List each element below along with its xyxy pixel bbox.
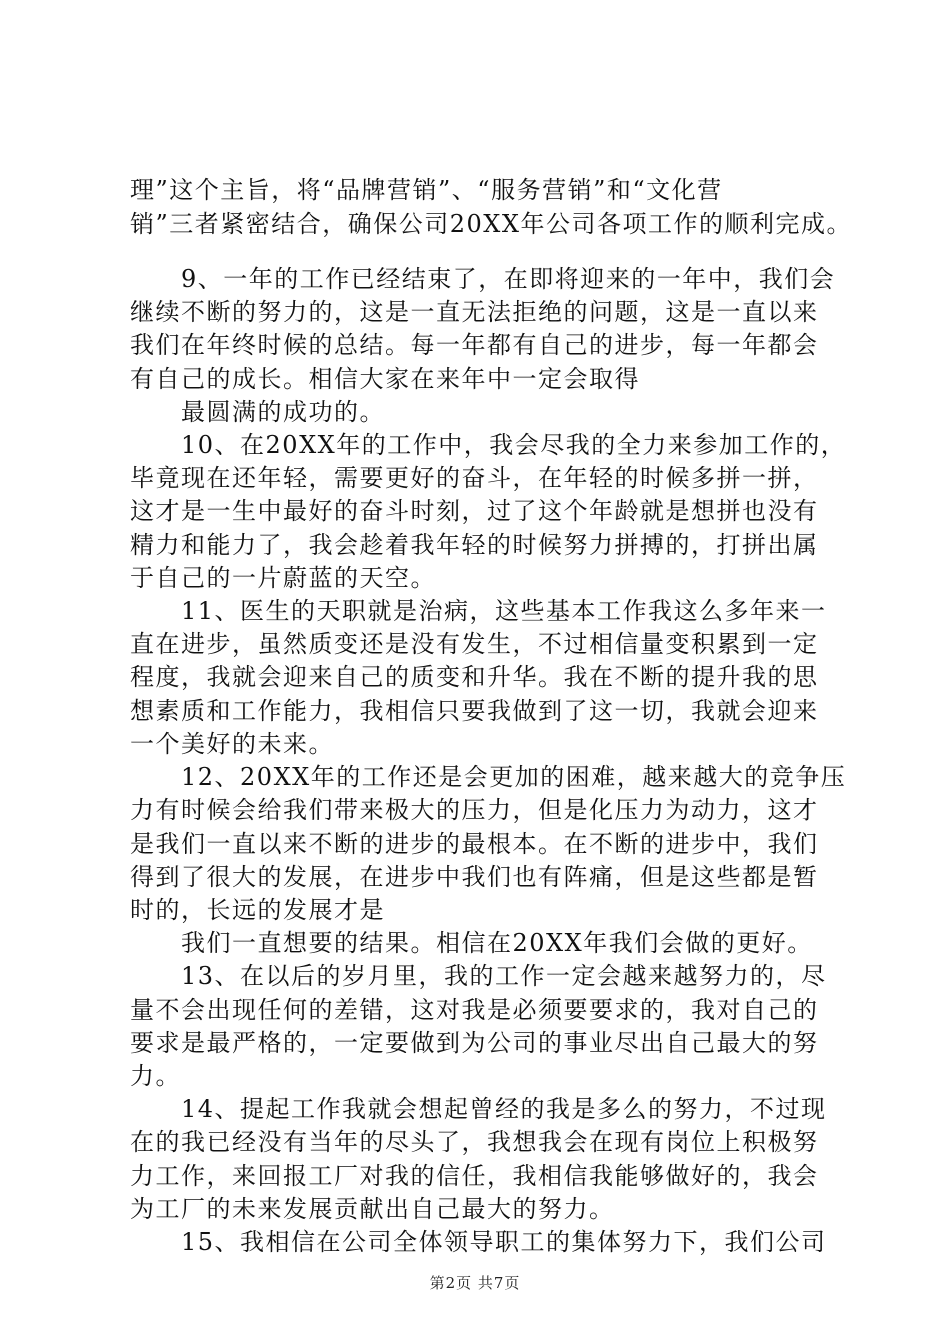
text-line: 14、提起工作我就会想起曾经的我是多么的努力，不过现 [130,1095,827,1123]
text-line: 力工作，来回报工厂对我的信任，我相信我能够做好的，我会 [130,1162,819,1190]
text-line: 我们在年终时候的总结。每一年都有自己的进步，每一年都会 [130,331,819,359]
text-line: 这才是一生中最好的奋斗时刻，过了这个年龄就是想拼也没有 [130,497,819,525]
text-line: 10、在20XX年的工作中，我会尽我的全力来参加工作的， [130,431,847,459]
text-line: 9、一年的工作已经结束了，在即将迎来的一年中，我们会 [130,265,836,293]
text-line: 理”这个主旨，将“品牌营销”、“服务营销”和“文化营 [130,176,723,204]
text-line: 销”三者紧密结合，确保公司20XX年公司各项工作的顺利完成。 [130,210,852,238]
text-line: 力。 [130,1062,181,1090]
text-line: 13、在以后的岁月里，我的工作一定会越来越努力的，尽 [130,962,827,990]
text-line: 一个美好的未来。 [130,730,334,758]
text-line: 有自己的成长。相信大家在来年中一定会取得 [130,365,640,393]
text-line: 程度，我就会迎来自己的质变和升华。我在不断的提升我的思 [130,663,819,691]
text-line: 力有时候会给我们带来极大的压力，但是化压力为动力，这才 [130,796,819,824]
text-line: 量不会出现任何的差错，这对我是必须要要求的，我对自己的 [130,996,819,1024]
text-line: 12、20XX年的工作还是会更加的困难，越来越大的竞争压 [130,763,847,791]
text-line: 我们一直想要的结果。相信在20XX年我们会做的更好。 [130,929,813,957]
text-line: 直在进步，虽然质变还是没有发生，不过相信量变积累到一定 [130,630,819,658]
text-line: 要求是最严格的，一定要做到为公司的事业尽出自己最大的努 [130,1029,819,1057]
text-line: 继续不断的努力的，这是一直无法拒绝的问题，这是一直以来 [130,298,819,326]
text-line: 精力和能力了，我会趁着我年轻的时候努力拼搏的，打拼出属 [130,531,819,559]
text-line: 想素质和工作能力，我相信只要我做到了这一切，我就会迎来 [130,697,819,725]
text-line: 毕竟现在还年轻，需要更好的奋斗，在年轻的时候多拼一拼， [130,464,819,492]
text-line: 于自己的一片蔚蓝的天空。 [130,564,436,592]
text-line: 11、医生的天职就是治病，这些基本工作我这么多年来一 [130,597,827,625]
text-line: 最圆满的成功的。 [130,398,385,426]
text-line: 为工厂的未来发展贡献出自己最大的努力。 [130,1195,615,1223]
text-line: 15、我相信在公司全体领导职工的集体努力下，我们公司 [130,1228,827,1256]
text-line: 是我们一直以来不断的进步的最根本。在不断的进步中，我们 [130,830,819,858]
text-line: 在的我已经没有当年的尽头了，我想我会在现有岗位上积极努 [130,1128,819,1156]
text-line: 时的，长远的发展才是 [130,896,385,924]
page-footer: 第2页 共7页 [429,1274,521,1292]
text-line: 得到了很大的发展，在进步中我们也有阵痛，但是这些都是暂 [130,863,819,891]
